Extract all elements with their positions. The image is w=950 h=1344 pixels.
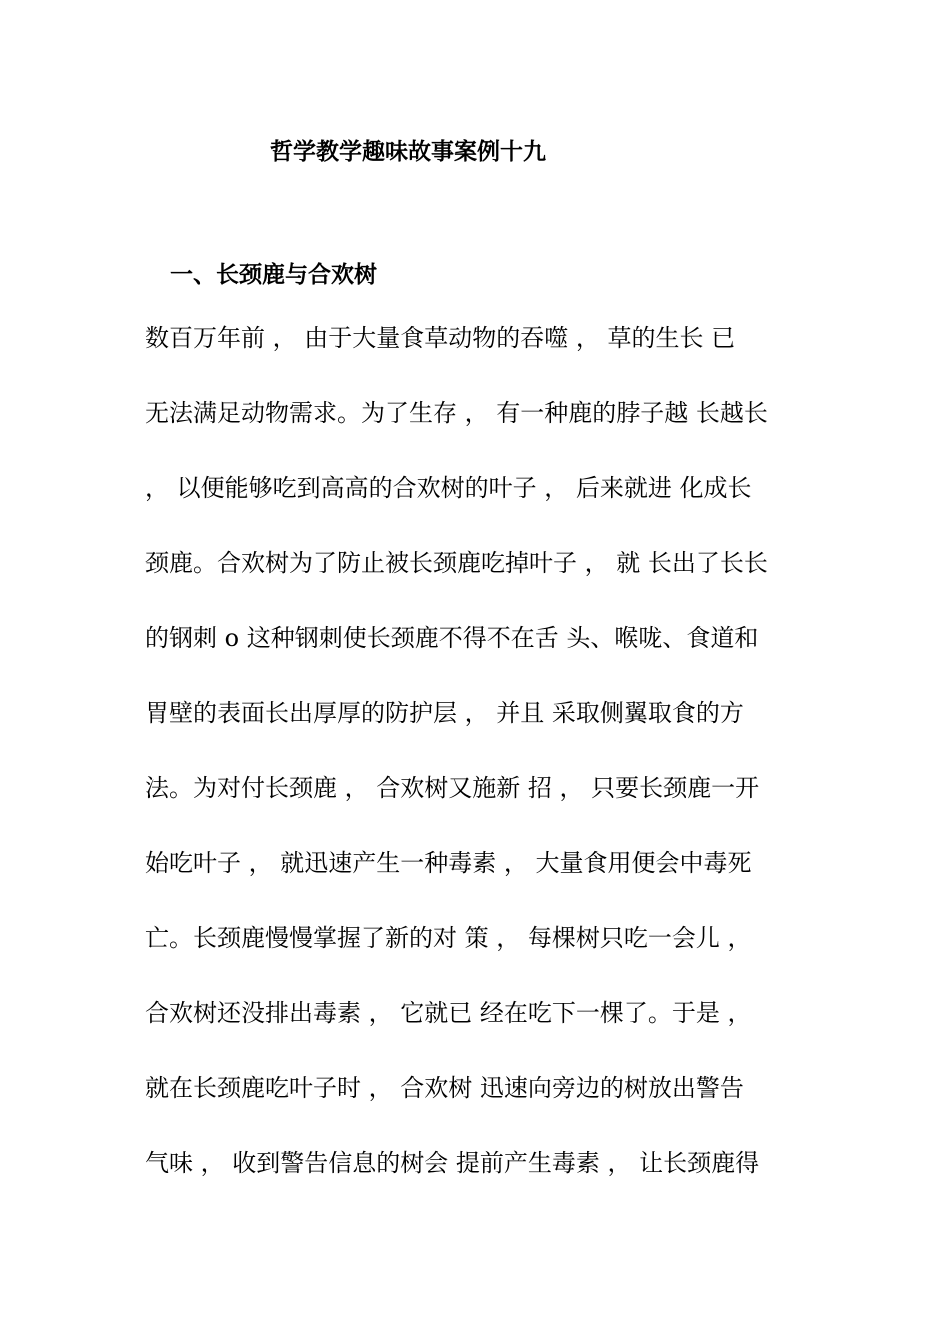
body-line-1: 数百万年前 ， 由于大量食草动物的吞噬 ， 草的生长 已 (145, 324, 736, 352)
body-line-12: 气味 ， 收到警告信息的树会 提前产生毒素 ， 让长颈鹿得 (145, 1149, 760, 1177)
body-line-11: 就在长颈鹿吃叶子时 ， 合欢树 迅速向旁边的树放出警告 (145, 1074, 744, 1102)
body-line-9: 亡。长颈鹿慢慢掌握了新的对 策 ， 每棵树只吃一会儿 ， (145, 924, 752, 952)
document-title: 哲学教学趣味故事案例十九 (270, 139, 546, 165)
body-line-4: 颈鹿。合欢树为了防止被长颈鹿吃掉叶子 ， 就 长出了长长 (145, 549, 768, 577)
body-line-7: 法。为对付长颈鹿 ， 合欢树又施新 招 ， 只要长颈鹿一开 (145, 774, 760, 802)
body-line-6: 胃壁的表面长出厚厚的防护层 ， 并且 采取侧翼取食的方 (145, 699, 744, 727)
section-heading: 一、长颈鹿与合欢树 (170, 262, 377, 288)
body-line-3: ， 以便能够吃到高高的合欢树的叶子 ， 后来就进 化成长 (145, 474, 752, 502)
body-line-8: 始吃叶子 ， 就迅速产生一种毒素 ， 大量食用便会中毒死 (145, 849, 752, 877)
body-line-10: 合欢树还没排出毒素 ， 它就已 经在吃下一棵了。于是 ， (145, 999, 752, 1027)
body-line-2: 无法满足动物需求。为了生存 ， 有一种鹿的脖子越 长越长 (145, 399, 768, 427)
body-line-5: 的钢刺 o 这种钢刺使长颈鹿不得不在舌 头、喉咙、食道和 (145, 624, 759, 652)
